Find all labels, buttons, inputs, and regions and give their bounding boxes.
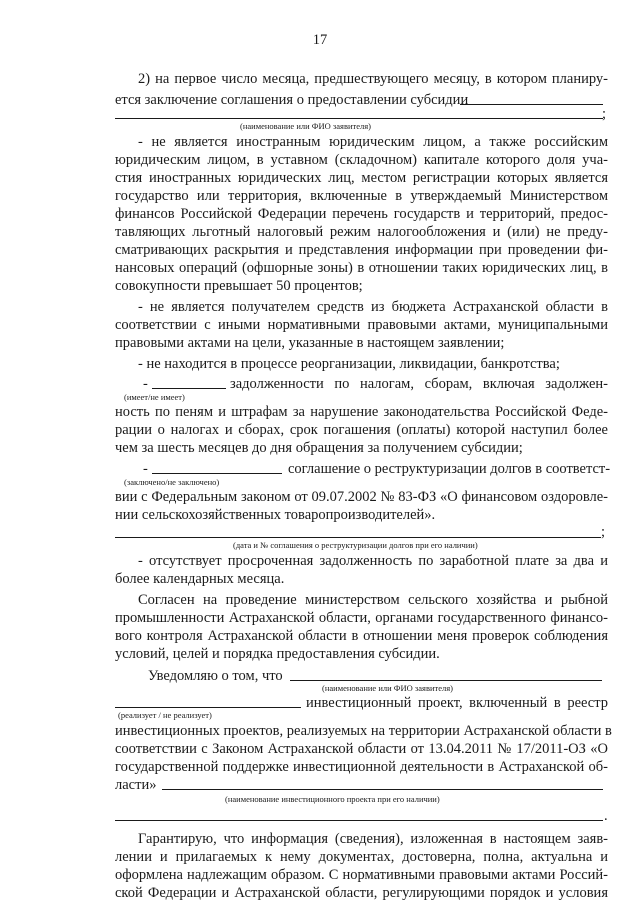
- foreign-clause-line: стия иностранных юридических лиц, местом регистрации которых является: [115, 170, 608, 186]
- item-2-semicolon: ;: [602, 106, 607, 122]
- guarantee-line: лении и прилагаемых к нему документах, достоверна, полна, актуальна и: [115, 849, 608, 865]
- recipient-clause-line: - не является получателем средств из бюджета Астраханской области в: [138, 299, 608, 315]
- foreign-clause-line: государство или территория, включенные в утверждаемый Министерством: [115, 188, 608, 204]
- guarantee-line: оформлена надлежащим образом. С нормативными правовыми актами Россий-: [115, 867, 608, 883]
- restructuring-agreement-field[interactable]: [115, 537, 601, 538]
- foreign-clause-line: юридическим лицом, в уставном (складочном) капитале которого доля уча-: [115, 152, 608, 168]
- item-2-line-1: 2) на первое число месяца, предшествующего месяцу, в котором планиру-: [138, 71, 608, 87]
- debt-clause-line: ность по пеням и штрафам за нарушение законодательства Российской Феде-: [115, 404, 608, 420]
- notify-line: инвестиционных проектов, реализуемых на территории Астраханской области в: [115, 723, 612, 739]
- consent-line: условий, целей и порядка предоставления субсидии.: [115, 646, 440, 662]
- project-name-field-continued[interactable]: [115, 820, 603, 821]
- reorganization-clause: - не находится в процессе реорганизации, ликвидации, банкротства;: [138, 356, 560, 372]
- consent-line: промышленности Астраханской области, органами государственного финансо-: [115, 610, 608, 626]
- foreign-clause-line: сматривающих раскрытия и представления информации при проведении фи-: [115, 242, 608, 258]
- recipient-clause-line: правовыми актами на цели, указанные в настоящем заявлении;: [115, 335, 505, 351]
- notify-line-tail: ласти»: [115, 777, 157, 793]
- restructuring-agreement-caption: (дата и № соглашения о реструктуризации долгов при его наличии): [233, 540, 478, 550]
- project-name-field[interactable]: [162, 789, 603, 790]
- restructuring-status-caption: (заключено/не заключено): [124, 477, 220, 487]
- foreign-clause-line: совокупности превышает 50 процентов;: [115, 278, 363, 294]
- restructuring-clause-line: соглашение о реструктуризации долгов в соответст-: [288, 461, 611, 477]
- guarantee-line: Гарантирую, что информация (сведения), изложенная в настоящем заяв-: [138, 831, 608, 847]
- restructuring-semicolon: ;: [601, 524, 606, 540]
- consent-line: вого контроля Астраханской области в отношении меня проверок соблюдения: [115, 628, 608, 644]
- foreign-clause-line: нансовых операций (офшорные зоны) в отношении таких юридических лиц, в: [115, 260, 608, 276]
- applicant-name-caption: (наименование или ФИО заявителя): [240, 121, 371, 131]
- applicant-name-field-continued[interactable]: [115, 118, 603, 119]
- item-2-line-2: ется заключение соглашения о предоставлении субсидии: [115, 92, 469, 108]
- restructuring-status-field[interactable]: [152, 473, 282, 474]
- notify-applicant-caption: (наименование или ФИО заявителя): [322, 683, 453, 693]
- applicant-name-field[interactable]: [460, 104, 603, 105]
- guarantee-line: ской Федерации и Астраханской области, регулирующими порядок и условия: [115, 885, 608, 901]
- page-number: 17: [312, 32, 328, 48]
- notify-line: соответствии с Законом Астраханской области от 13.04.2011 № 17/2011-ОЗ «О: [115, 741, 608, 757]
- debt-clause-line: чем за шесть месяцев до дня обращения за получением субсидии;: [115, 440, 523, 456]
- debt-clause-line: рации о налогах и сборах, срок погашения (оплаты) которой наступил более: [115, 422, 608, 438]
- project-status-caption: (реализует / не реализует): [118, 710, 212, 720]
- project-name-period: .: [604, 808, 608, 824]
- notify-line: государственной поддержке инвестиционной деятельности в Астраханской об-: [115, 759, 608, 775]
- debt-dash: -: [143, 376, 148, 392]
- project-name-caption: (наименование инвестиционного проекта при его наличии): [225, 794, 440, 804]
- debt-clause-line: задолженности по налогам, сборам, включая задолжен-: [230, 376, 608, 392]
- notify-line: инвестиционный проект, включенный в реестр: [306, 695, 608, 711]
- restructuring-clause-line: нии сельскохозяйственных товаропроизводителей».: [115, 507, 436, 523]
- restructuring-dash: -: [143, 461, 148, 477]
- notify-lead: Уведомляю о том, что: [148, 668, 283, 684]
- restructuring-clause-line: вии с Федеральным законом от 09.07.2002 № 83-ФЗ «О финансовом оздоровле-: [115, 489, 608, 505]
- debt-status-field[interactable]: [152, 388, 226, 389]
- salary-clause-line: более календарных месяца.: [115, 571, 285, 587]
- notify-applicant-field[interactable]: [290, 680, 602, 681]
- foreign-clause-line: - не является иностранным юридическим лицом, а также российским: [138, 134, 608, 150]
- debt-status-caption: (имеет/не имеет): [124, 392, 185, 402]
- project-status-field[interactable]: [115, 707, 301, 708]
- foreign-clause-line: финансов Российской Федерации перечень государств и территорий, предос-: [115, 206, 608, 222]
- recipient-clause-line: соответствии с иными нормативными правовыми актами, муниципальными: [115, 317, 608, 333]
- foreign-clause-line: тавляющих льготный налоговый режим налогообложения и (или) не преду-: [115, 224, 608, 240]
- salary-clause-line: - отсутствует просроченная задолженность по заработной плате за два и: [138, 553, 608, 569]
- consent-line: Согласен на проведение министерством сельского хозяйства и рыбной: [138, 592, 608, 608]
